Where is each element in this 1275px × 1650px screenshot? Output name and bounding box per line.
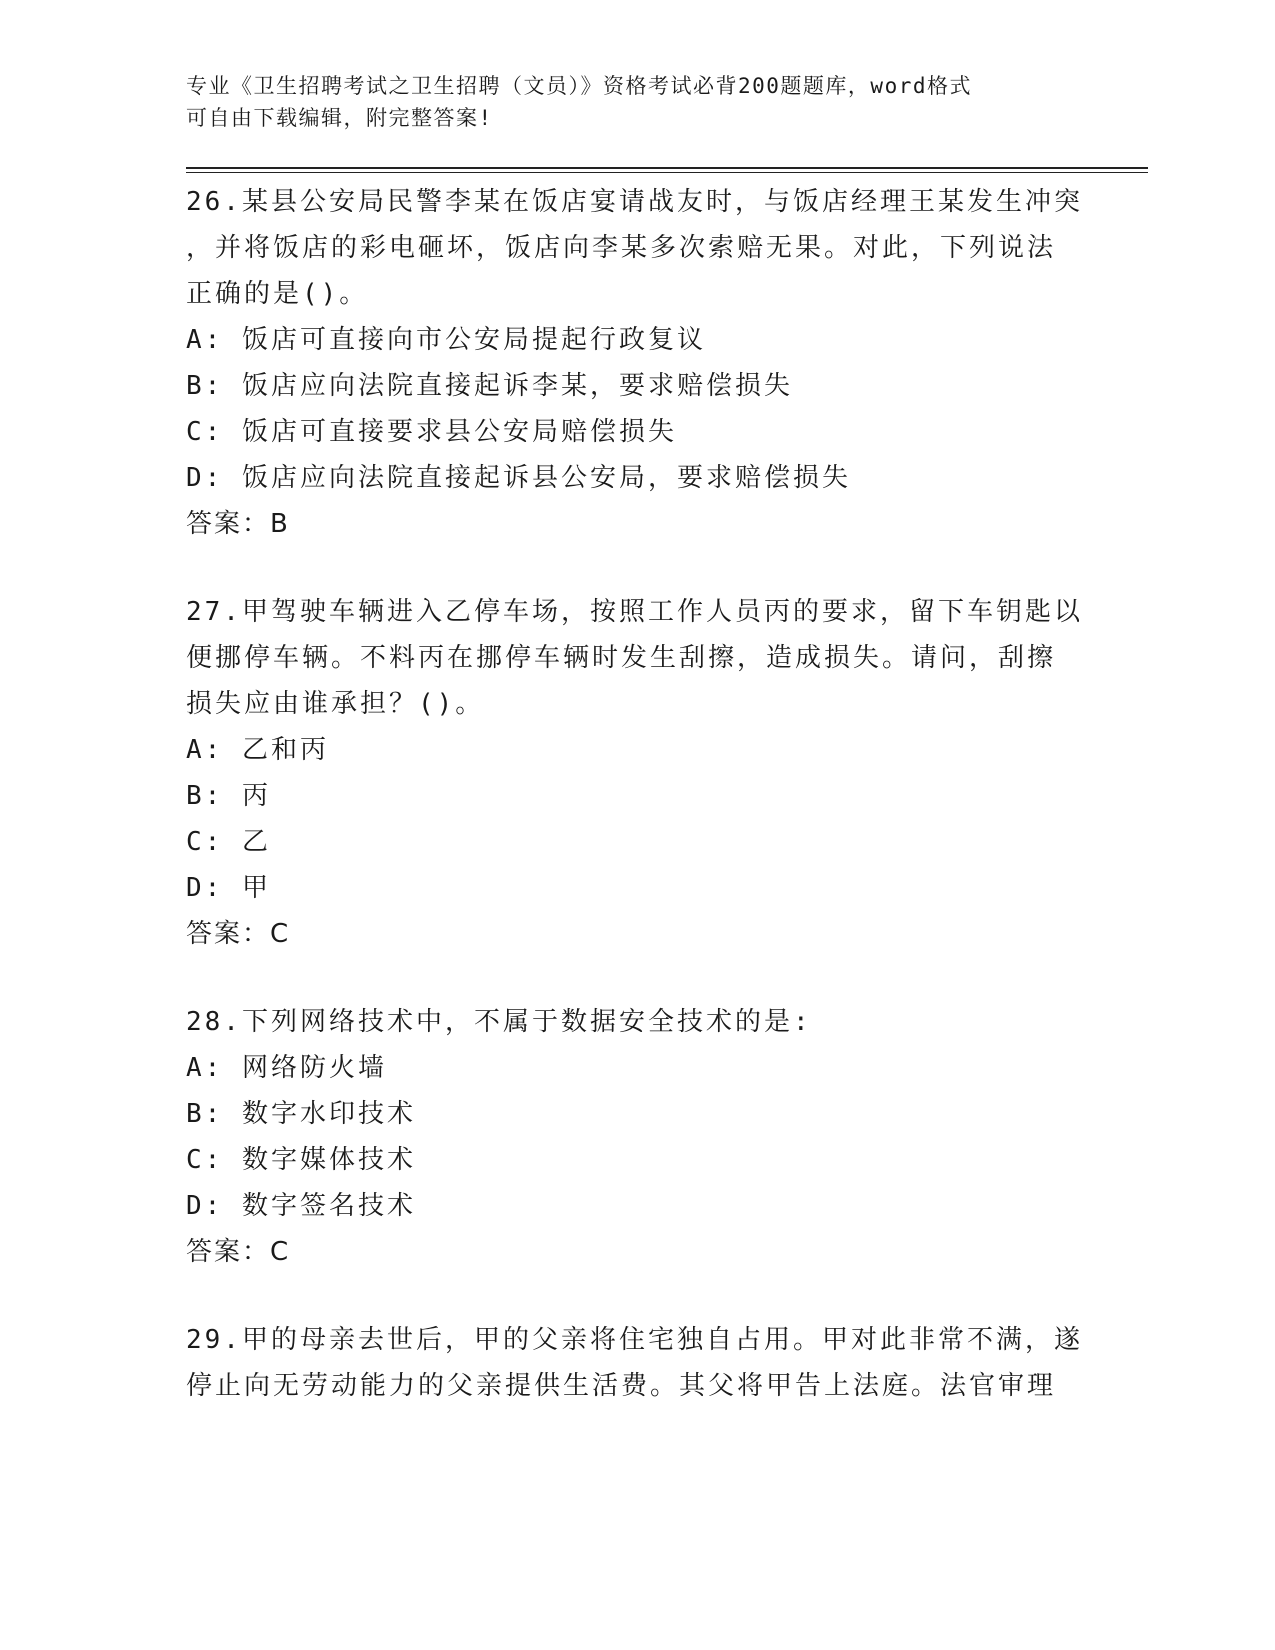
question-stem: 27.甲驾驶车辆进入乙停车场，按照工作人员丙的要求，留下车钥匙以 bbox=[186, 597, 1083, 627]
question-stem: 26.某县公安局民警李某在饭店宴请战友时，与饭店经理王某发生冲突 bbox=[186, 187, 1083, 217]
option-c: C: 饭店可直接要求县公安局赔偿损失 bbox=[186, 417, 677, 447]
option-d: D: 数字签名技术 bbox=[186, 1191, 416, 1221]
header-line-1: 专业《卫生招聘考试之卫生招聘（文员）》资格考试必背200题题库，word格式 bbox=[186, 74, 972, 98]
question-29 bbox=[186, 1317, 1146, 1409]
option-a: A: 网络防火墙 bbox=[186, 1053, 387, 1083]
answer-line: 答案：B bbox=[186, 509, 290, 539]
option-c: C: 乙 bbox=[186, 827, 271, 857]
option-d: D: 饭店应向法院直接起诉县公安局，要求赔偿损失 bbox=[186, 463, 851, 493]
answer-line: 答案：C bbox=[186, 1237, 291, 1267]
question-stem: ，并将饭店的彩电砸坏，饭店向李某多次索赔无果。对此，下列说法 bbox=[186, 233, 1057, 263]
header-line-2: 可自由下载编辑，附完整答案! bbox=[186, 106, 493, 130]
option-a: A: 乙和丙 bbox=[186, 735, 329, 765]
header-divider bbox=[186, 167, 1148, 173]
question-stem: 正确的是()。 bbox=[186, 279, 369, 309]
question-list bbox=[186, 179, 1146, 1409]
question-28 bbox=[186, 999, 1146, 1275]
question-stem: 停止向无劳动能力的父亲提供生活费。其父将甲告上法庭。法官审理 bbox=[186, 1371, 1057, 1401]
option-b: B: 数字水印技术 bbox=[186, 1099, 416, 1129]
question-stem: 28.下列网络技术中，不属于数据安全技术的是: bbox=[186, 1007, 812, 1037]
question-stem: 便挪停车辆。不料丙在挪停车辆时发生刮擦，造成损失。请问，刮擦 bbox=[186, 643, 1057, 673]
answer-line: 答案：C bbox=[186, 919, 291, 949]
question-27 bbox=[186, 589, 1146, 957]
document-header bbox=[186, 70, 1066, 134]
option-a: A: 饭店可直接向市公安局提起行政复议 bbox=[186, 325, 706, 355]
question-stem: 29.甲的母亲去世后，甲的父亲将住宅独自占用。甲对此非常不满，遂 bbox=[186, 1325, 1083, 1355]
option-c: C: 数字媒体技术 bbox=[186, 1145, 416, 1175]
option-d: D: 甲 bbox=[186, 873, 271, 903]
option-b: B: 丙 bbox=[186, 781, 271, 811]
question-26 bbox=[186, 179, 1146, 547]
question-stem: 损失应由谁承担？()。 bbox=[186, 689, 485, 719]
document-page bbox=[186, 70, 1146, 1451]
option-b: B: 饭店应向法院直接起诉李某，要求赔偿损失 bbox=[186, 371, 793, 401]
